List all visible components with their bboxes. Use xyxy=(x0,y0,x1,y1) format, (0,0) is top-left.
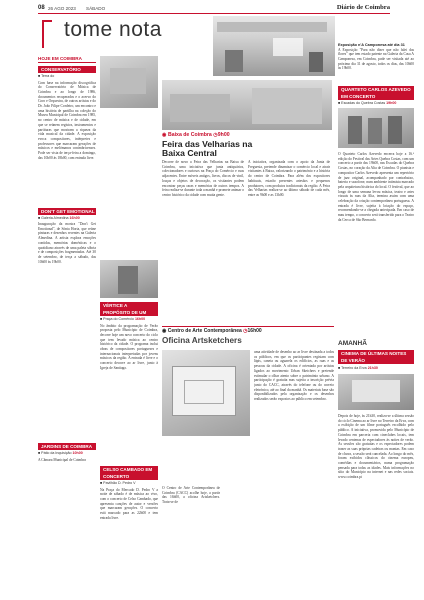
section-banner xyxy=(38,16,213,50)
artsketchers-photo xyxy=(162,350,250,436)
kicker-jardins: JARDINS DE COIMBRA xyxy=(38,443,96,450)
artsketchers-time: 16h00 xyxy=(247,328,262,334)
meta-location: ■ Terreiro da Erva 21h30 xyxy=(338,366,378,370)
page-number: 08 xyxy=(38,5,45,11)
celso-block xyxy=(100,466,158,596)
meta-location: ■ Escadas do Quebra Costas 19h00 xyxy=(338,101,397,105)
meta-location: ■ Pavilhão D. Pedro V xyxy=(100,481,136,485)
page-weekday: SÁBADO xyxy=(86,6,106,11)
pin-icon: ◉ xyxy=(162,132,167,138)
photo-caption-top xyxy=(338,43,414,79)
emotional-photo xyxy=(100,260,158,298)
kicker-dont-get-emotional: DON'T GET EMOTIONAL xyxy=(38,208,96,215)
photo-light-shape xyxy=(273,38,303,56)
meta-time: 16h00 xyxy=(134,317,146,321)
masthead-logo: Diário de Coimbra xyxy=(336,4,390,11)
feature-artsketchers xyxy=(162,326,334,596)
photo-figure-shape-2 xyxy=(309,52,323,72)
meta-location-label: Pátio da Inquisição xyxy=(41,451,72,455)
clock-icon: ◷ xyxy=(243,328,248,334)
page-header xyxy=(38,5,390,14)
artsketchers-body: uma atividade de desenho ao ar livre destinada a todos os públicos, em que os participantes registam com lápis, caneta ou aguarela os edifícios, as ruas e as pessoas da cidade. A oficina é orientada por artistas ligados ao movimento Urban Sketchers e pretende estimular o olhar atento sobre o património urbano. A participação é gratuita mas sujeita a inscrição prévia junto do CACC, através do telefone ou do correio eletrónico, até ao final da manhã. Os materiais base são disponibilizados pela organização e os desenhos realizados serão expostos ao público em setembro. xyxy=(254,350,334,402)
article-body-conservatorio: Com base na informação discográfica do Conservatório de Música de Coimbra e ao longo de 1986, documentos recuperados e o acervo do Coro e Orquestra, de outros artistas e do Dr. João Filipe Cordeiro, um encontro e uma história de partilha na coleção do Museu Municipal de Coimbra em 1985, no centro de música e de cidade, em que se reúnem registos, instrumentos e partituras que mostram a riqueza da vida musical da cidade. A exposição evoca compositores, intérpretes e professores que marcaram gerações de músicos e melómanos conimbricenses. Pode ser vista de terça-feira a domingo, das 10h00 às 18h00, com entrada livre. xyxy=(38,80,96,160)
feature-title: Feira das Velharias na Baixa Central xyxy=(162,139,253,158)
quarteto-photo xyxy=(338,108,414,148)
article-body-concert: No âmbito da programação de Verão proposta pelo Município de Coimbra, decorre hoje um novo concerto do ciclo que tem levado música ao centro histórico da cidade. O programa inclui obras de compositores portugueses e internacionais interpretadas por jovens músicos da região. A entrada é livre e o concerto decorre ao ar livre, junto à Igreja de Santiago. xyxy=(100,323,158,370)
article-body-dont-get-emotional: Inauguração da mostra "Don't Get Emotional", de Sónia Horta, que reúne pinturas e desenhos recentes na Galeria Almedina. A artista explora emoções contidas, memórias domésticas e o quotidiano através de uma paleta sóbria e de composições fragmentadas. Até 30 de setembro, de terça a sábado, das 10h00 às 19h00. xyxy=(38,222,96,264)
caption-title: Exposição n'A Camponesa até dia 31 xyxy=(338,43,405,47)
meta-time: 21h30 xyxy=(367,366,378,370)
kicker-velhas: VÉRTICE A PROPÓSITO DE UM xyxy=(100,302,158,316)
meta-location-label: Pavilhão D. Pedro V xyxy=(103,481,136,485)
section-title: tome nota xyxy=(64,18,162,41)
meta-location: ■ Pátio da Inquisição 10h00 xyxy=(38,451,83,455)
photo-stall-shape-2 xyxy=(252,88,322,124)
tomorrow-heading: AMANHÃ xyxy=(338,340,367,347)
meta-location: ■ Praça do Comércio 16h00 xyxy=(100,317,146,321)
page-date: 26 AGO 2023 xyxy=(48,6,76,11)
photo-figure-shape-2 xyxy=(368,118,382,144)
photo-figure-shape xyxy=(348,116,362,144)
meta-time: 16h00 xyxy=(69,215,80,220)
photo-stall-shape xyxy=(170,94,230,122)
meta-time: 10h00 xyxy=(72,451,83,455)
meta-time: 19h00 xyxy=(386,101,397,105)
caption-text: A Exposição "Para não dizer que não falei das flores" que tem estado patente na Galeria da Casa A Camponesa, em Coimbra, pode ser visitada até ao próximo dia 31 de agosto, todos os dias, das 10h00 às 19h00. xyxy=(338,47,414,71)
photo-banner-shape xyxy=(217,22,327,32)
exhibition-photo xyxy=(213,16,335,76)
meta-location: ■ Terra do xyxy=(38,74,55,78)
kicker-quarteto: QUARTETO CARLOS AZEVEDO EM CONCERTO xyxy=(338,86,414,100)
pin-icon: ◉ xyxy=(162,328,167,334)
meta-location-label: Galeria Almedina xyxy=(41,215,69,220)
artsketchers-caption: O Centro de Arte Contemporânea de Coimbra (CACC) acolhe hoje, a partir das 16h00, a oficina Artsketchers. Trata-se de xyxy=(162,486,220,505)
clock-icon: ◷ xyxy=(213,132,218,138)
article-body-quarteto: O Quarteto Carlos Azevedo encerra hoje a 16.ª edição do Festival das Artes Quebra Costas, com um concerto a partir das 19h00, nas Escadas do Quebra Costas, no coração da Alta de Coimbra. O pianista e compositor Carlos Azevedo apresenta um repertório de jazz original, acompanhado por contrabaixo, bateria e saxofone, num ambiente intimista marcado pela arquitetura histórica do local. O festival, que ao longo de uma semana levou música, teatro e artes visuais às ruas da Alta, termina assim com uma celebração da criação contemporânea portuguesa. A entrada é livre, sujeita à lotação do espaço, recomendando-se a chegada antecipada. Em caso de mau tempo, o concerto será transferido para o Teatro da Cerca de São Bernardo. xyxy=(338,152,414,222)
kicker-celso: CELSO CAMBADO EM CONCERTO xyxy=(100,466,158,480)
meta-location-label: Terra do xyxy=(41,74,55,78)
artsketchers-title: Oficina Artsketchers xyxy=(162,336,242,345)
section-ornament xyxy=(42,20,52,48)
velhas-block xyxy=(100,302,158,418)
velharias-photo xyxy=(162,80,332,130)
column-heading: HOJE EM COIMBRA xyxy=(38,56,96,63)
artsketchers-kicker-label: Centro de Arte Contemporânea xyxy=(167,328,242,334)
kicker-cinema: CINEMA DE ÚLTIMAS NOITES DE VERÃO xyxy=(338,350,414,364)
kicker-conservatorio: CONSERVATÓRIO xyxy=(38,66,96,73)
feature-time: 9h00 xyxy=(217,132,230,138)
right-column xyxy=(338,86,414,594)
meta-location-label: Terreiro da Erva xyxy=(341,366,367,370)
feature-body-col1: Decorre de novo a Feira das Velharias na Baixa de Coimbra, uma iniciativa que junta antiquários, colecionadores e curiosos na Praça do Comércio e ruas adjacentes. Entre móveis antigos, livros, discos de vinil, louças e objetos de decoração, os visitantes podem encontrar peças raras e memórias de outros tempos. A feira realiza-se durante toda a manhã e promete animar o centro histórico da cidade com muita gente. xyxy=(162,160,244,197)
meta-location-label: Escadas do Quebra Costas xyxy=(341,101,386,105)
photo-figure-shape xyxy=(225,50,243,72)
photo-screen-shape xyxy=(352,380,400,402)
article-body-cinema: Depois de hoje, às 21h30, realiza-se a última sessão do ciclo Cinema ao ar livre no Terreiro da Erva, com a exibição de um filme português escolhido pelo público. A iniciativa, promovida pelo Município de Coimbra em parceria com cineclubes locais, tem levado centenas de espectadores às noites de verão. As sessões são gratuitas e os espectadores podem trazer as suas próprias cadeiras ou mantas. Em caso de chuva, a sessão será cancelada. Ao longo do mês, foram exibidos clássicos do cinema europeu, comédias e documentários, numa programação pensada para todas as idades. Mais informações no sítio do Município na internet e nas redes sociais. www.coimbra.pt xyxy=(338,414,414,480)
meta-location-label: Praça do Comércio xyxy=(103,317,134,321)
second-column xyxy=(100,56,158,594)
feature-body-col2: A iniciativa, organizada com o apoio da Junta de Freguesia, pretende dinamizar o comércio local e atrair visitantes à Baixa, valorizando o património e a história do centro de Coimbra. Para além dos expositores habituais, estarão presentes artesãos e pequenos produtores, com produtos tradicionais da região. A Feira das Velharias realiza-se ao último sábado de cada mês, entre as 9h00 e as 13h00. xyxy=(248,160,330,197)
artsketchers-kicker xyxy=(162,326,334,334)
conservatorio-photo xyxy=(100,56,158,108)
cinema-photo xyxy=(338,374,414,410)
article-body-jardins: A Câmara Municipal de Coimbra xyxy=(38,457,86,462)
photo-figure-shape-3 xyxy=(388,116,402,144)
feature-location xyxy=(162,132,230,138)
meta-location: ■ Galeria Almedina 16h00 xyxy=(38,215,80,220)
article-body-celso: Na Praça do Mercado D. Pedro V a noite de sábado é de música ao vivo, com o concerto de Celso Cambado, que apresenta canções de autor e versões que marcaram gerações. O concerto está marcado para as 22h00 e tem entrada livre. xyxy=(100,487,158,520)
feature-location-label: Baixa de Coimbra xyxy=(167,132,212,138)
photo-figure-shape xyxy=(118,266,138,294)
feature-velharias xyxy=(162,80,332,218)
left-column xyxy=(38,56,96,594)
photo-instrument-shape xyxy=(110,68,146,94)
photo-sketch-shape-2 xyxy=(184,380,224,404)
